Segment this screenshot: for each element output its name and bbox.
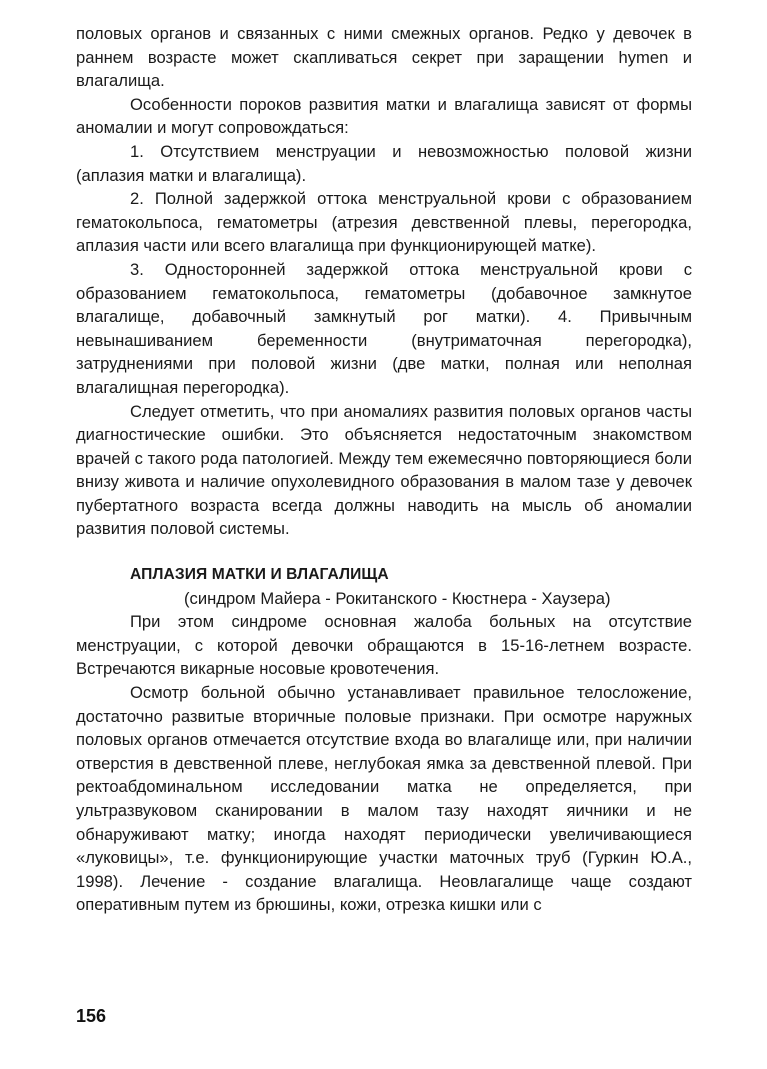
section-heading: АПЛАЗИЯ МАТКИ И ВЛАГАЛИЩА: [130, 566, 389, 584]
paragraph: Следует отметить, что при аномалиях развития половых органов часты диагностические ошибки. Это объясняется недостаточным знакомством врачей с такого рода патологией. Между тем ежемесячно повторяющиеся боли внизу живота и наличие опухолевидного образования в малом тазе у девочек пубертатного возраста всегда должны наводить на мысль об аномалии развития половой системы.: [76, 401, 692, 539]
paragraph: 1. Отсутствием менструации и невозможностью половой жизни (аплазия матки и влагалища).: [76, 141, 692, 185]
page-number: 156: [76, 1006, 107, 1026]
section-spacer: [76, 541, 692, 563]
text-block-top: [76, 22, 692, 541]
text-block-bottom: [76, 610, 692, 917]
paragraph: Осмотр больной обычно устанавливает правильное телосложение, достаточно развитые вторичные половые признаки. При осмотре наружных половых органов отмечается отсутствие входа во влагалище или, при наличии отверстия в девственной плеве, неглубокая ямка за девственной плевой. При ректоабдоминальном исследовании матка не определяется, при ультразвуковом сканировании в малом тазу находят яичники и не обнаруживают матку; иногда находят периодически увеличивающиеся «луковицы», т.е. функционирующие участки маточных труб (Гуркин Ю.А., 1998). Лечение - создание влагалища. Неовлагалище чаще создают оперативным путем из брюшины, кожи, отрезка кишки или с: [76, 683, 692, 915]
page-body: [76, 22, 692, 917]
paragraph: 2. Полной задержкой оттока менструальной крови с образованием гематокольпоса, гематометры (атрезия девственной плевы, перегородка, аплазия части или всего влагалища при функционирующей матке).: [76, 189, 692, 256]
section-subheading: (синдром Майера - Рокитанского - Кюстнера - Хаузера): [184, 588, 611, 608]
paragraph: 3. Односторонней задержкой оттока менструальной крови с образованием гематокольпоса, гематометры (добавочное замкнутое влагалище, добавочный замкнутый рог матки). 4. Привычным невынашиванием беременности (внутриматочная перегородка), затруднениями при половой жизни (две матки, полная или неполная влагалищная перегородка).: [76, 259, 692, 397]
paragraph: Особенности пороков развития матки и влагалища зависят от формы аномалии и могут сопровождаться:: [76, 94, 692, 138]
paragraph: половых органов и связанных с ними смежных органов. Редко у девочек в раннем возрасте может скапливаться секрет при заращении hymen и влагалища.: [76, 24, 692, 91]
paragraph: При этом синдроме основная жалоба больных на отсутствие менструации, с которой девочки обращаются в 15-16-летнем возрасте. Встречаются викарные носовые кровотечения.: [76, 612, 692, 679]
